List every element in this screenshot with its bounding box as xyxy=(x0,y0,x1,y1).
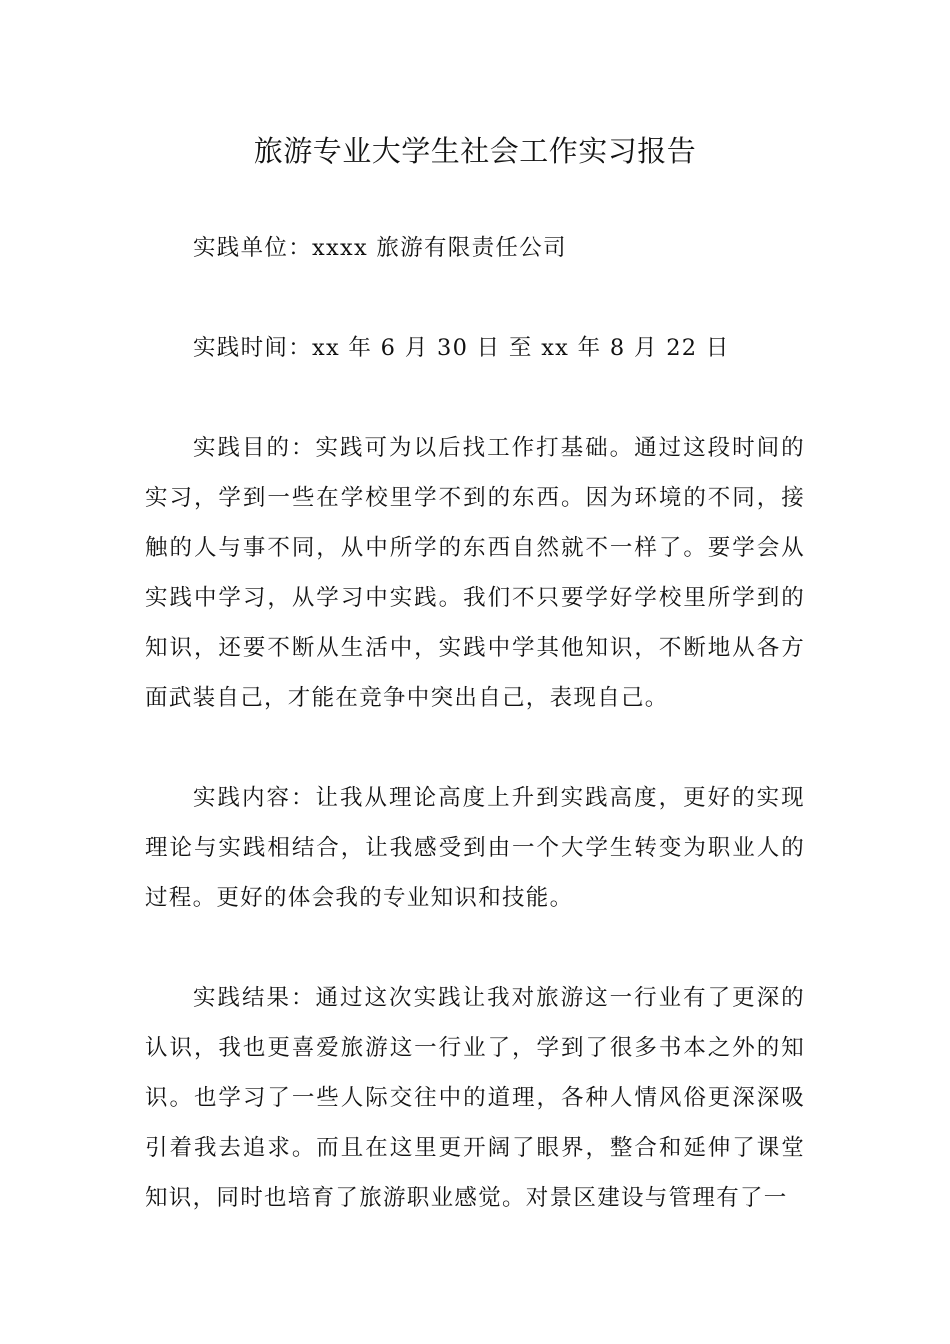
practice-result-paragraph: 实践结果：通过这次实践让我对旅游这一行业有了更深的认识，我也更喜爱旅游这一行业了，学到了很多书本之外的知识。也学习了一些人际交往中的道理，各种人情风俗更深深吸引着我去追求。而且在这里更开阔了眼界，整合和延伸了课堂知识，同时也培育了旅游职业感觉。对景区建设与管理有了一 xyxy=(145,985,805,1211)
practice-content-paragraph: 实践内容：让我从理论高度上升到实践高度，更好的实现理论与实践相结合，让我感受到由一个大学生转变为职业人的过程。更好的体会我的专业知识和技能。 xyxy=(145,785,805,911)
practice-time-paragraph: 实践时间：xx 年 6 月 30 日 至 xx 年 8 月 22 日 xyxy=(193,335,730,361)
practice-unit-paragraph: 实践单位：xxxx 旅游有限责任公司 xyxy=(193,235,567,261)
document-title: 旅游专业大学生社会工作实习报告 xyxy=(253,134,697,168)
practice-purpose-paragraph: 实践目的：实践可为以后找工作打基础。通过这段时间的实习，学到一些在学校里学不到的东西。因为环境的不同，接触的人与事不同，从中所学的东西自然就不一样了。要学会从实践中学习，从学习中实践。我们不只要学好学校里所学到的知识，还要不断从生活中，实践中学其他知识，不断地从各方面武装自己，才能在竞争中突出自己，表现自己。 xyxy=(145,435,805,711)
